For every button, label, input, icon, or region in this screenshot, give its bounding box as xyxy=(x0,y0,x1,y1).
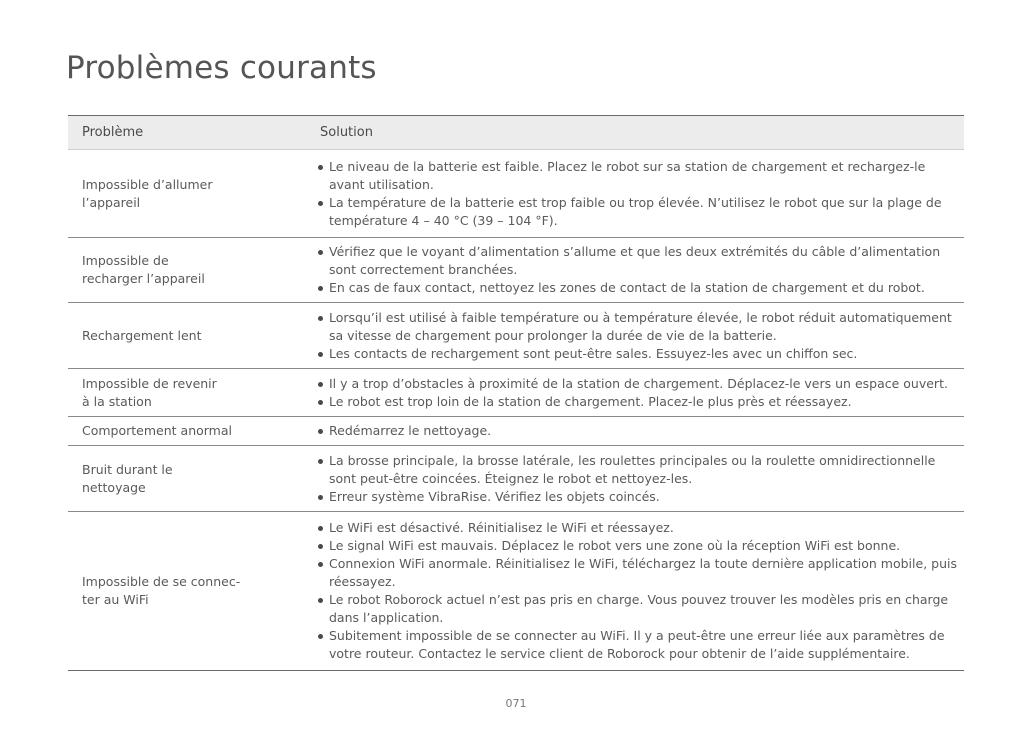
page-number: 071 xyxy=(505,697,527,710)
troubleshooting-table xyxy=(68,115,964,671)
solution-item: Le niveau de la batterie est faible. Placez le robot sur sa station de chargement et rechargez-le avant utilisation. xyxy=(318,158,958,194)
solution-cell xyxy=(306,309,964,363)
solution-item: La température de la batterie est trop faible ou trop élevée. N’utilisez le robot que sur la plage de température 4 – 40 °C (39 – 104 °F). xyxy=(318,194,958,230)
table-row xyxy=(68,303,964,369)
problem-cell: Impossible d’allumer l’appareil xyxy=(82,176,213,210)
solution-cell xyxy=(306,519,964,663)
solution-item: Le robot Roborock actuel n’est pas pris en charge. Vous pouvez trouver les modèles pris en charge dans l’application. xyxy=(318,591,958,627)
solution-item: Redémarrez le nettoyage. xyxy=(318,422,958,440)
problem-cell: Rechargement lent xyxy=(82,327,202,343)
solution-item: Erreur système VibraRise. Vérifiez les objets coincés. xyxy=(318,488,958,506)
problem-cell: Bruit durant le nettoyage xyxy=(82,461,173,495)
solution-cell xyxy=(306,375,964,411)
page-title: Problèmes courants xyxy=(66,50,377,86)
table-row xyxy=(68,417,964,446)
table-row xyxy=(68,150,964,238)
problem-cell: Comportement anormal xyxy=(82,423,232,438)
solution-item: Le robot est trop loin de la station de chargement. Placez-le plus près et réessayez. xyxy=(318,393,958,411)
problem-cell: Impossible de revenir à la station xyxy=(82,375,217,409)
solution-item: Subitement impossible de se connecter au WiFi. Il y a peut-être une erreur liée aux paramètres de votre routeur. Contactez le service client de Roborock pour obtenir de l’aide supplémentaire. xyxy=(318,627,958,663)
header-solution: Solution xyxy=(320,125,373,140)
solution-item: En cas de faux contact, nettoyez les zones de contact de la station de chargement et du robot. xyxy=(318,279,958,297)
solution-item: Le signal WiFi est mauvais. Déplacez le robot vers une zone où la réception WiFi est bonne. xyxy=(318,537,958,555)
solution-cell xyxy=(306,158,964,230)
solution-item: Les contacts de rechargement sont peut-être sales. Essuyez-les avec un chiffon sec. xyxy=(318,345,958,363)
solution-cell xyxy=(306,422,964,440)
solution-item: Vérifiez que le voyant d’alimentation s’allume et que les deux extrémités du câble d’alimentation sont correctement branchées. xyxy=(318,243,958,279)
solution-item: Le WiFi est désactivé. Réinitialisez le WiFi et réessayez. xyxy=(318,519,958,537)
solution-item: Il y a trop d’obstacles à proximité de la station de chargement. Déplacez-le vers un espace ouvert. xyxy=(318,375,958,393)
header-problem: Problème xyxy=(82,125,144,140)
solution-cell xyxy=(306,452,964,506)
solution-cell xyxy=(306,243,964,297)
solution-item: Connexion WiFi anormale. Réinitialisez le WiFi, téléchargez la toute dernière application mobile, puis réessayez. xyxy=(318,555,958,591)
solution-item: La brosse principale, la brosse latérale, les roulettes principales ou la roulette omnidirectionnelle sont peut-être coincées. Éteignez le robot et nettoyez-les. xyxy=(318,452,958,488)
solution-item: Lorsqu’il est utilisé à faible température ou à température élevée, le robot réduit automatiquement sa vitesse de chargement pour prolonger la durée de vie de la batterie. xyxy=(318,309,958,345)
table-row xyxy=(68,446,964,512)
table-row xyxy=(68,512,964,670)
table-row xyxy=(68,238,964,303)
problem-cell: Impossible de se connec- ter au WiFi xyxy=(82,574,241,607)
problem-cell: Impossible de recharger l’appareil xyxy=(82,253,205,286)
table-header xyxy=(68,116,964,150)
table-row xyxy=(68,369,964,417)
